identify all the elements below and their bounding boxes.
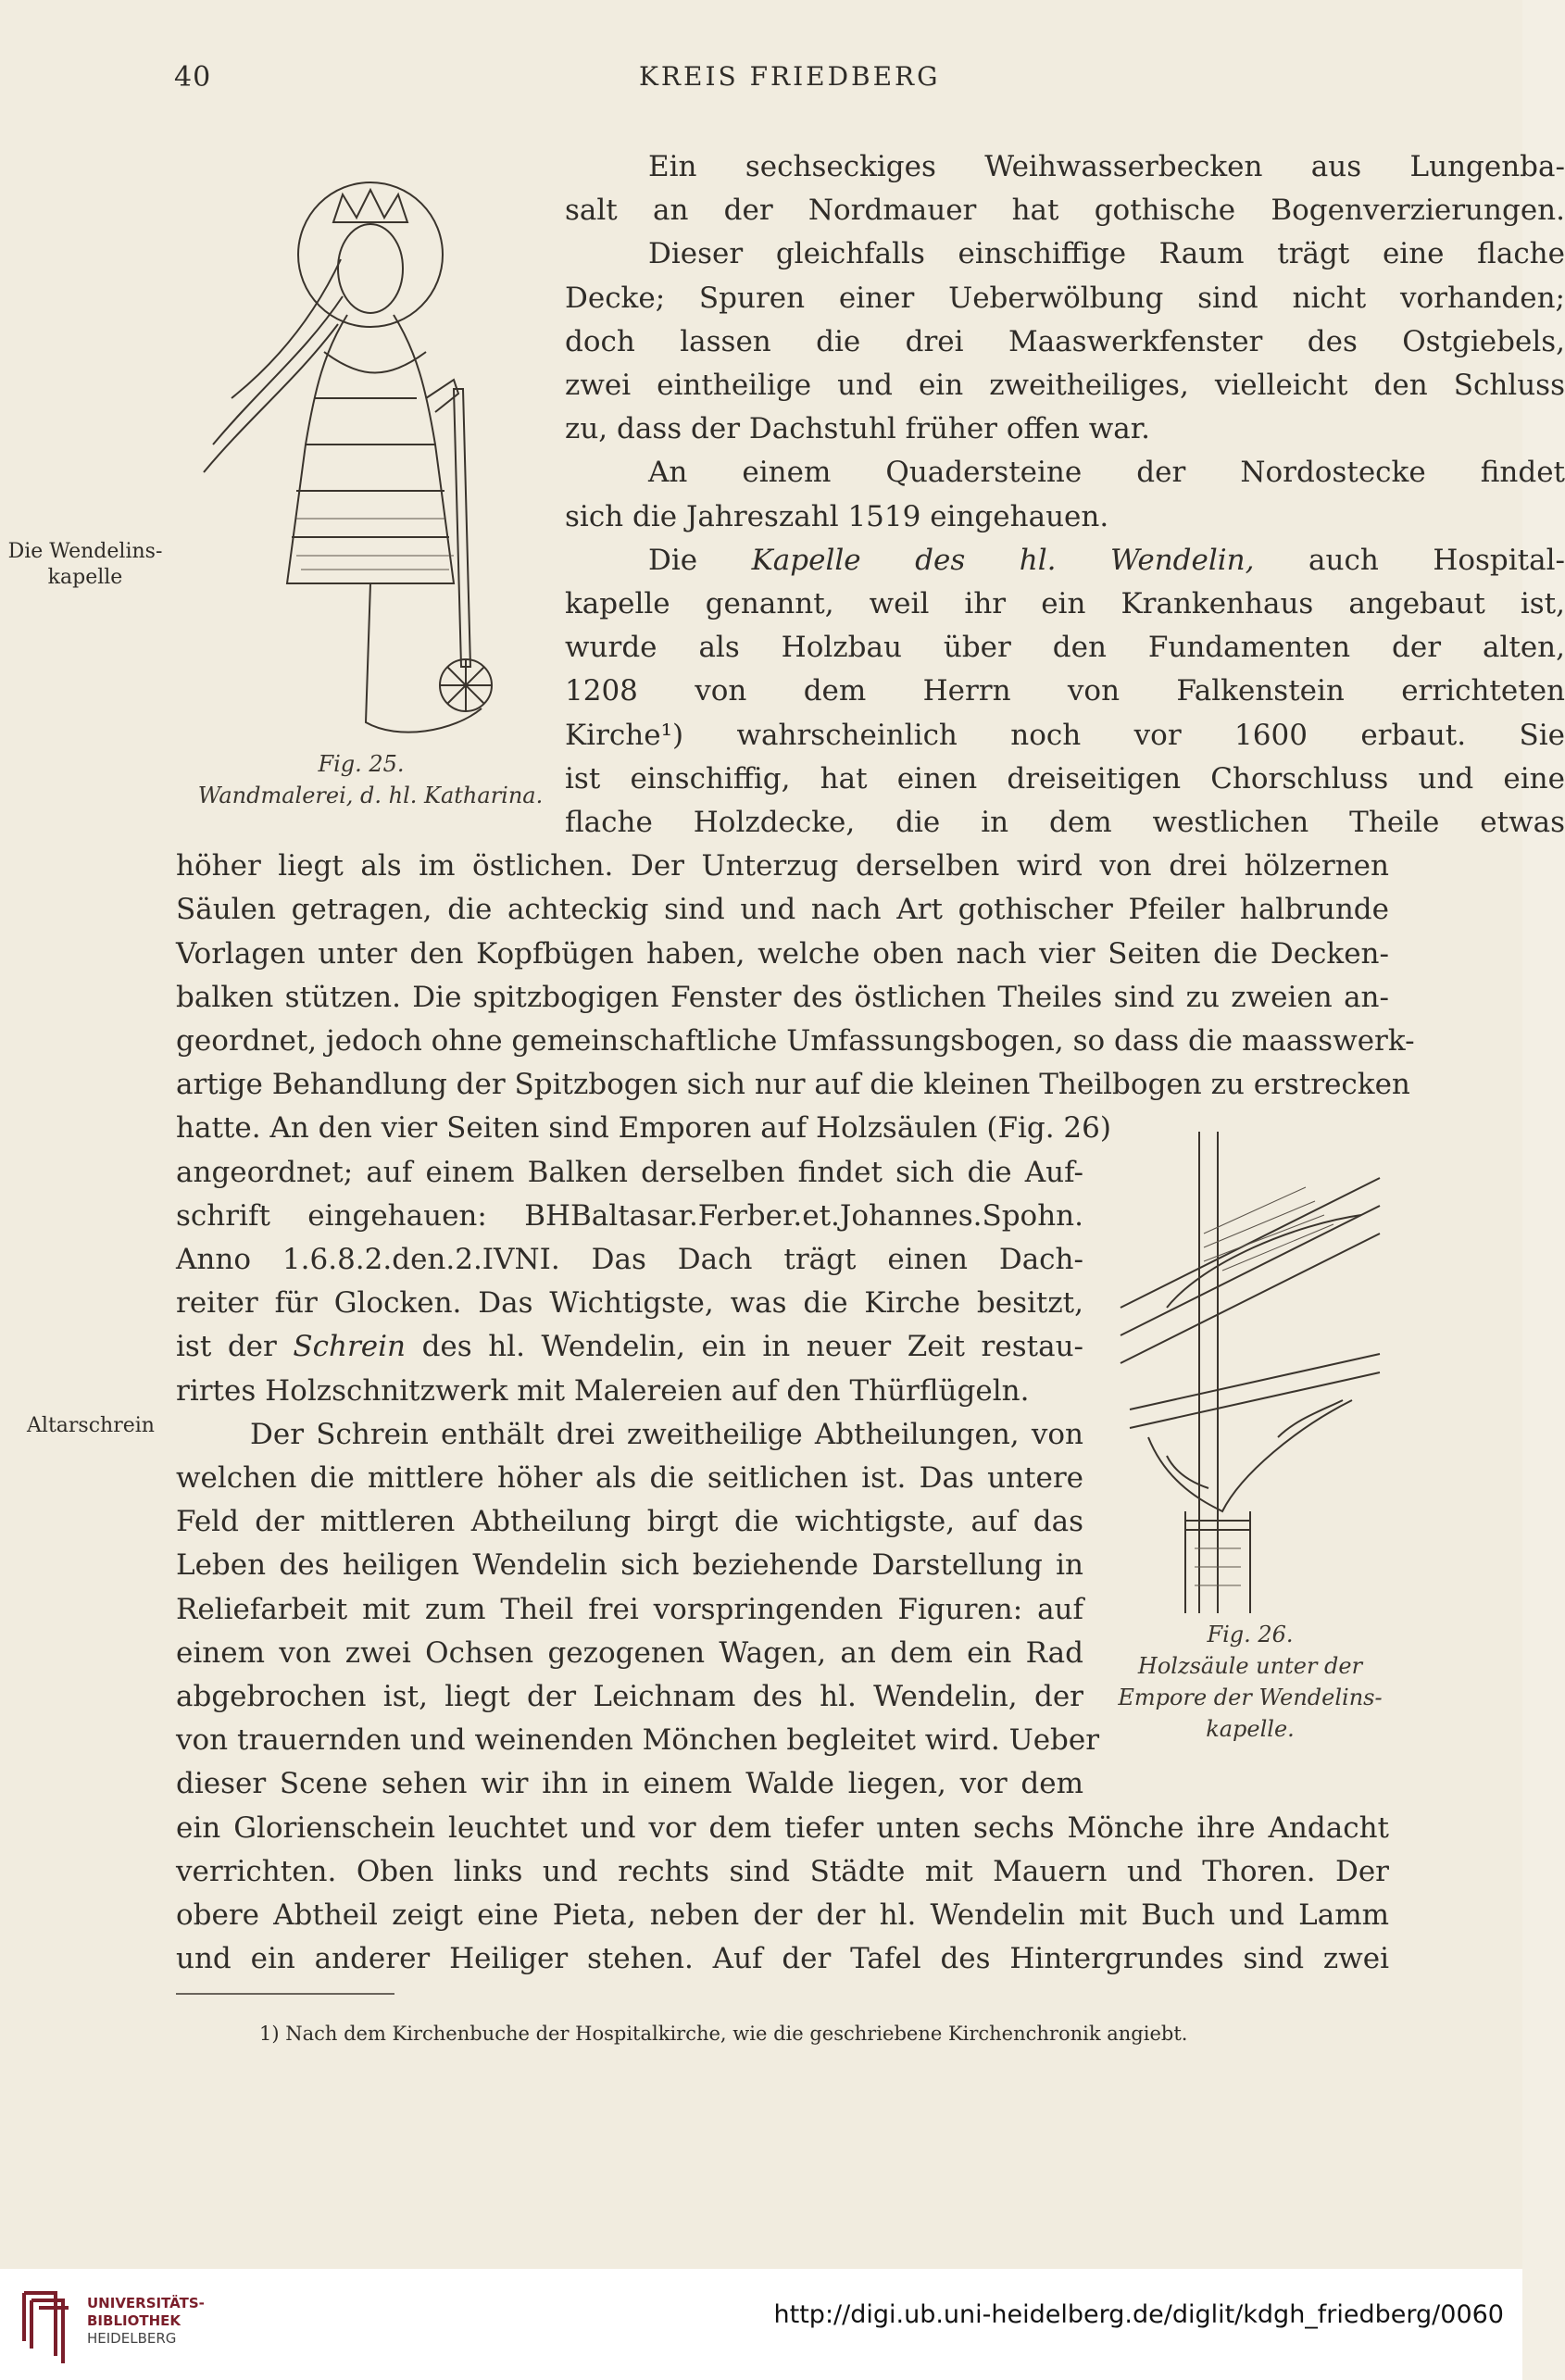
body-line: Säulen getragen, die achteckig sind und nach Art gothischer Pfeiler halbrunde	[176, 893, 1389, 927]
library-logo-icon	[19, 2286, 72, 2363]
body-text	[176, 144, 1565, 1976]
body-line: obere Abtheil zeigt eine Pieta, neben der der hl. Wendelin mit Buch und Lamm	[176, 1898, 1389, 1932]
figure-26-caption-line-2: Empore der Wendelins-	[1118, 1685, 1383, 1710]
figure-26-label: Fig. 26.	[1207, 1622, 1294, 1647]
running-title: KREIS FRIEDBERG	[639, 61, 941, 92]
body-line: An einem Quadersteine der Nordostecke findet	[648, 456, 1565, 490]
figure-25-label: Fig. 25.	[318, 751, 405, 777]
body-line: ist einschiffig, hat einen dreiseitigen Chorschluss und eine	[565, 761, 1565, 795]
margin-note-wendelinskapelle-1: Die Wendelins-	[7, 540, 163, 563]
library-name	[87, 2295, 205, 2348]
body-line: dieser Scene sehen wir ihn in einem Walde liegen, vor dem	[176, 1767, 1083, 1801]
body-line: verrichten. Oben links und rechts sind Städte mit Mauern und Thoren. Der	[176, 1854, 1389, 1888]
body-line: balken stützen. Die spitzbogigen Fenster des östlichen Theiles sind zu zweien an-	[176, 980, 1389, 1014]
body-line: flache Holzdecke, die in dem westlichen Theile etwas	[565, 806, 1565, 839]
body-line: sich die Jahreszahl 1519 eingehauen.	[565, 499, 1109, 533]
body-line: hatte. An den vier Seiten sind Emporen auf Holzsäulen (Fig. 26)	[176, 1111, 1111, 1146]
body-line: Die Kapelle des hl. Wendelin, auch Hospital-	[648, 543, 1565, 577]
body-line: und ein anderer Heiliger stehen. Auf der Tafel des Hintergrundes sind zwei	[176, 1942, 1389, 1976]
margin-note-wendelinskapelle-2: kapelle	[47, 566, 123, 589]
emphasis: Schrein	[293, 1330, 407, 1364]
body-line: salt an der Nordmauer hat gothische Bogenverzierungen.	[565, 194, 1565, 228]
body-line: Ein sechseckiges Weihwasserbecken aus Lungenba-	[648, 150, 1565, 183]
library-name-line-3: HEIDELBERG	[87, 2330, 177, 2347]
body-line: schrift eingehauen: BHBaltasar.Ferber.et.Johannes.Spohn.	[176, 1198, 1083, 1233]
figure-25-caption: Wandmalerei, d. hl. Katharina.	[197, 783, 544, 808]
body-line: Der Schrein enthält drei zweitheilige Abtheilungen, von	[250, 1417, 1083, 1451]
body-line: Leben des heiligen Wendelin sich beziehende Darstellung in	[176, 1548, 1083, 1583]
body-line: 1208 von dem Herrn von Falkenstein errichteten	[565, 674, 1565, 708]
body-line: artige Behandlung der Spitzbogen sich nur auf die kleinen Theilbogen zu erstrecken	[176, 1068, 1410, 1102]
body-line: höher liegt als im östlichen. Der Unterzug derselben wird von drei hölzernen	[176, 849, 1389, 883]
emphasis: Kapelle des hl. Wendelin,	[751, 543, 1255, 577]
library-name-line-1: UNIVERSITÄTS-	[87, 2295, 205, 2311]
library-name-line-2: BIBLIOTHEK	[87, 2312, 181, 2329]
body-line: doch lassen die drei Maaswerkfenster des Ostgiebels,	[565, 324, 1565, 358]
body-line: rirtes Holzschnitzwerk mit Malereien auf den Thürflügeln.	[176, 1373, 1030, 1408]
body-line: angeordnet; auf einem Balken derselben findet sich die Auf-	[176, 1155, 1083, 1189]
source-url[interactable]: http://digi.ub.uni-heidelberg.de/diglit/kdgh_friedberg/0060	[773, 2300, 1504, 2329]
body-line: abgebrochen ist, liegt der Leichnam des hl. Wendelin, der	[176, 1680, 1083, 1713]
body-line: Anno 1.6.8.2.den.2.IVNI. Das Dach trägt einen Dach-	[176, 1243, 1083, 1276]
body-line: geordnet, jedoch ohne gemeinschaftliche Umfassungsbogen, so dass die maasswerk-	[176, 1024, 1415, 1058]
body-line: welchen die mittlere höher als die seitlichen ist. Das untere	[176, 1461, 1083, 1495]
body-line: Dieser gleichfalls einschiffige Raum trägt eine flache	[648, 237, 1565, 271]
body-line: kapelle genannt, weil ihr ein Krankenhaus angebaut ist,	[565, 587, 1565, 620]
margin-note-altarschrein: Altarschrein	[27, 1414, 155, 1437]
figure-26-caption-line-1: Holzsäule unter der	[1137, 1653, 1363, 1679]
page-number: 40	[174, 61, 212, 94]
body-line: Decke; Spuren einer Ueberwölbung sind nicht vorhanden;	[565, 281, 1565, 315]
body-line: von trauernden und weinenden Mönchen begleitet wird. Ueber	[176, 1723, 1100, 1758]
body-line: wurde als Holzbau über den Fundamenten der alten,	[565, 631, 1565, 665]
body-line: Kirche¹) wahrscheinlich noch vor 1600 erbaut. Sie	[565, 718, 1565, 752]
body-line: Vorlagen unter den Kopfbügen haben, welche oben nach vier Seiten die Decken-	[176, 936, 1389, 971]
body-line: Feld der mittleren Abtheilung birgt die wichtigste, auf das	[176, 1505, 1083, 1539]
figure-26-caption-line-3: kapelle.	[1206, 1716, 1295, 1742]
body-line: zu, dass der Dachstuhl früher offen war.	[565, 412, 1150, 446]
body-line: ein Glorienschein leuchtet und vor dem tiefer unten sechs Mönche ihre Andacht	[176, 1810, 1389, 1845]
footnote-rule	[176, 1993, 394, 1995]
body-line: reiter für Glocken. Das Wichtigste, was die Kirche besitzt,	[176, 1286, 1083, 1321]
body-line: Reliefarbeit mit zum Theil frei vorspringenden Figuren: auf	[176, 1592, 1083, 1626]
body-line: einem von zwei Ochsen gezogenen Wagen, an dem ein Rad	[176, 1635, 1083, 1670]
footnote: 1) Nach dem Kirchenbuche der Hospitalkirche, wie die geschriebene Kirchenchronik angiebt.	[259, 2023, 1188, 2045]
body-line: zwei eintheilige und ein zweitheiliges, vielleicht den Schluss	[565, 369, 1565, 402]
body-line: ist der Schrein des hl. Wendelin, ein in neuer Zeit restau-	[176, 1330, 1084, 1364]
